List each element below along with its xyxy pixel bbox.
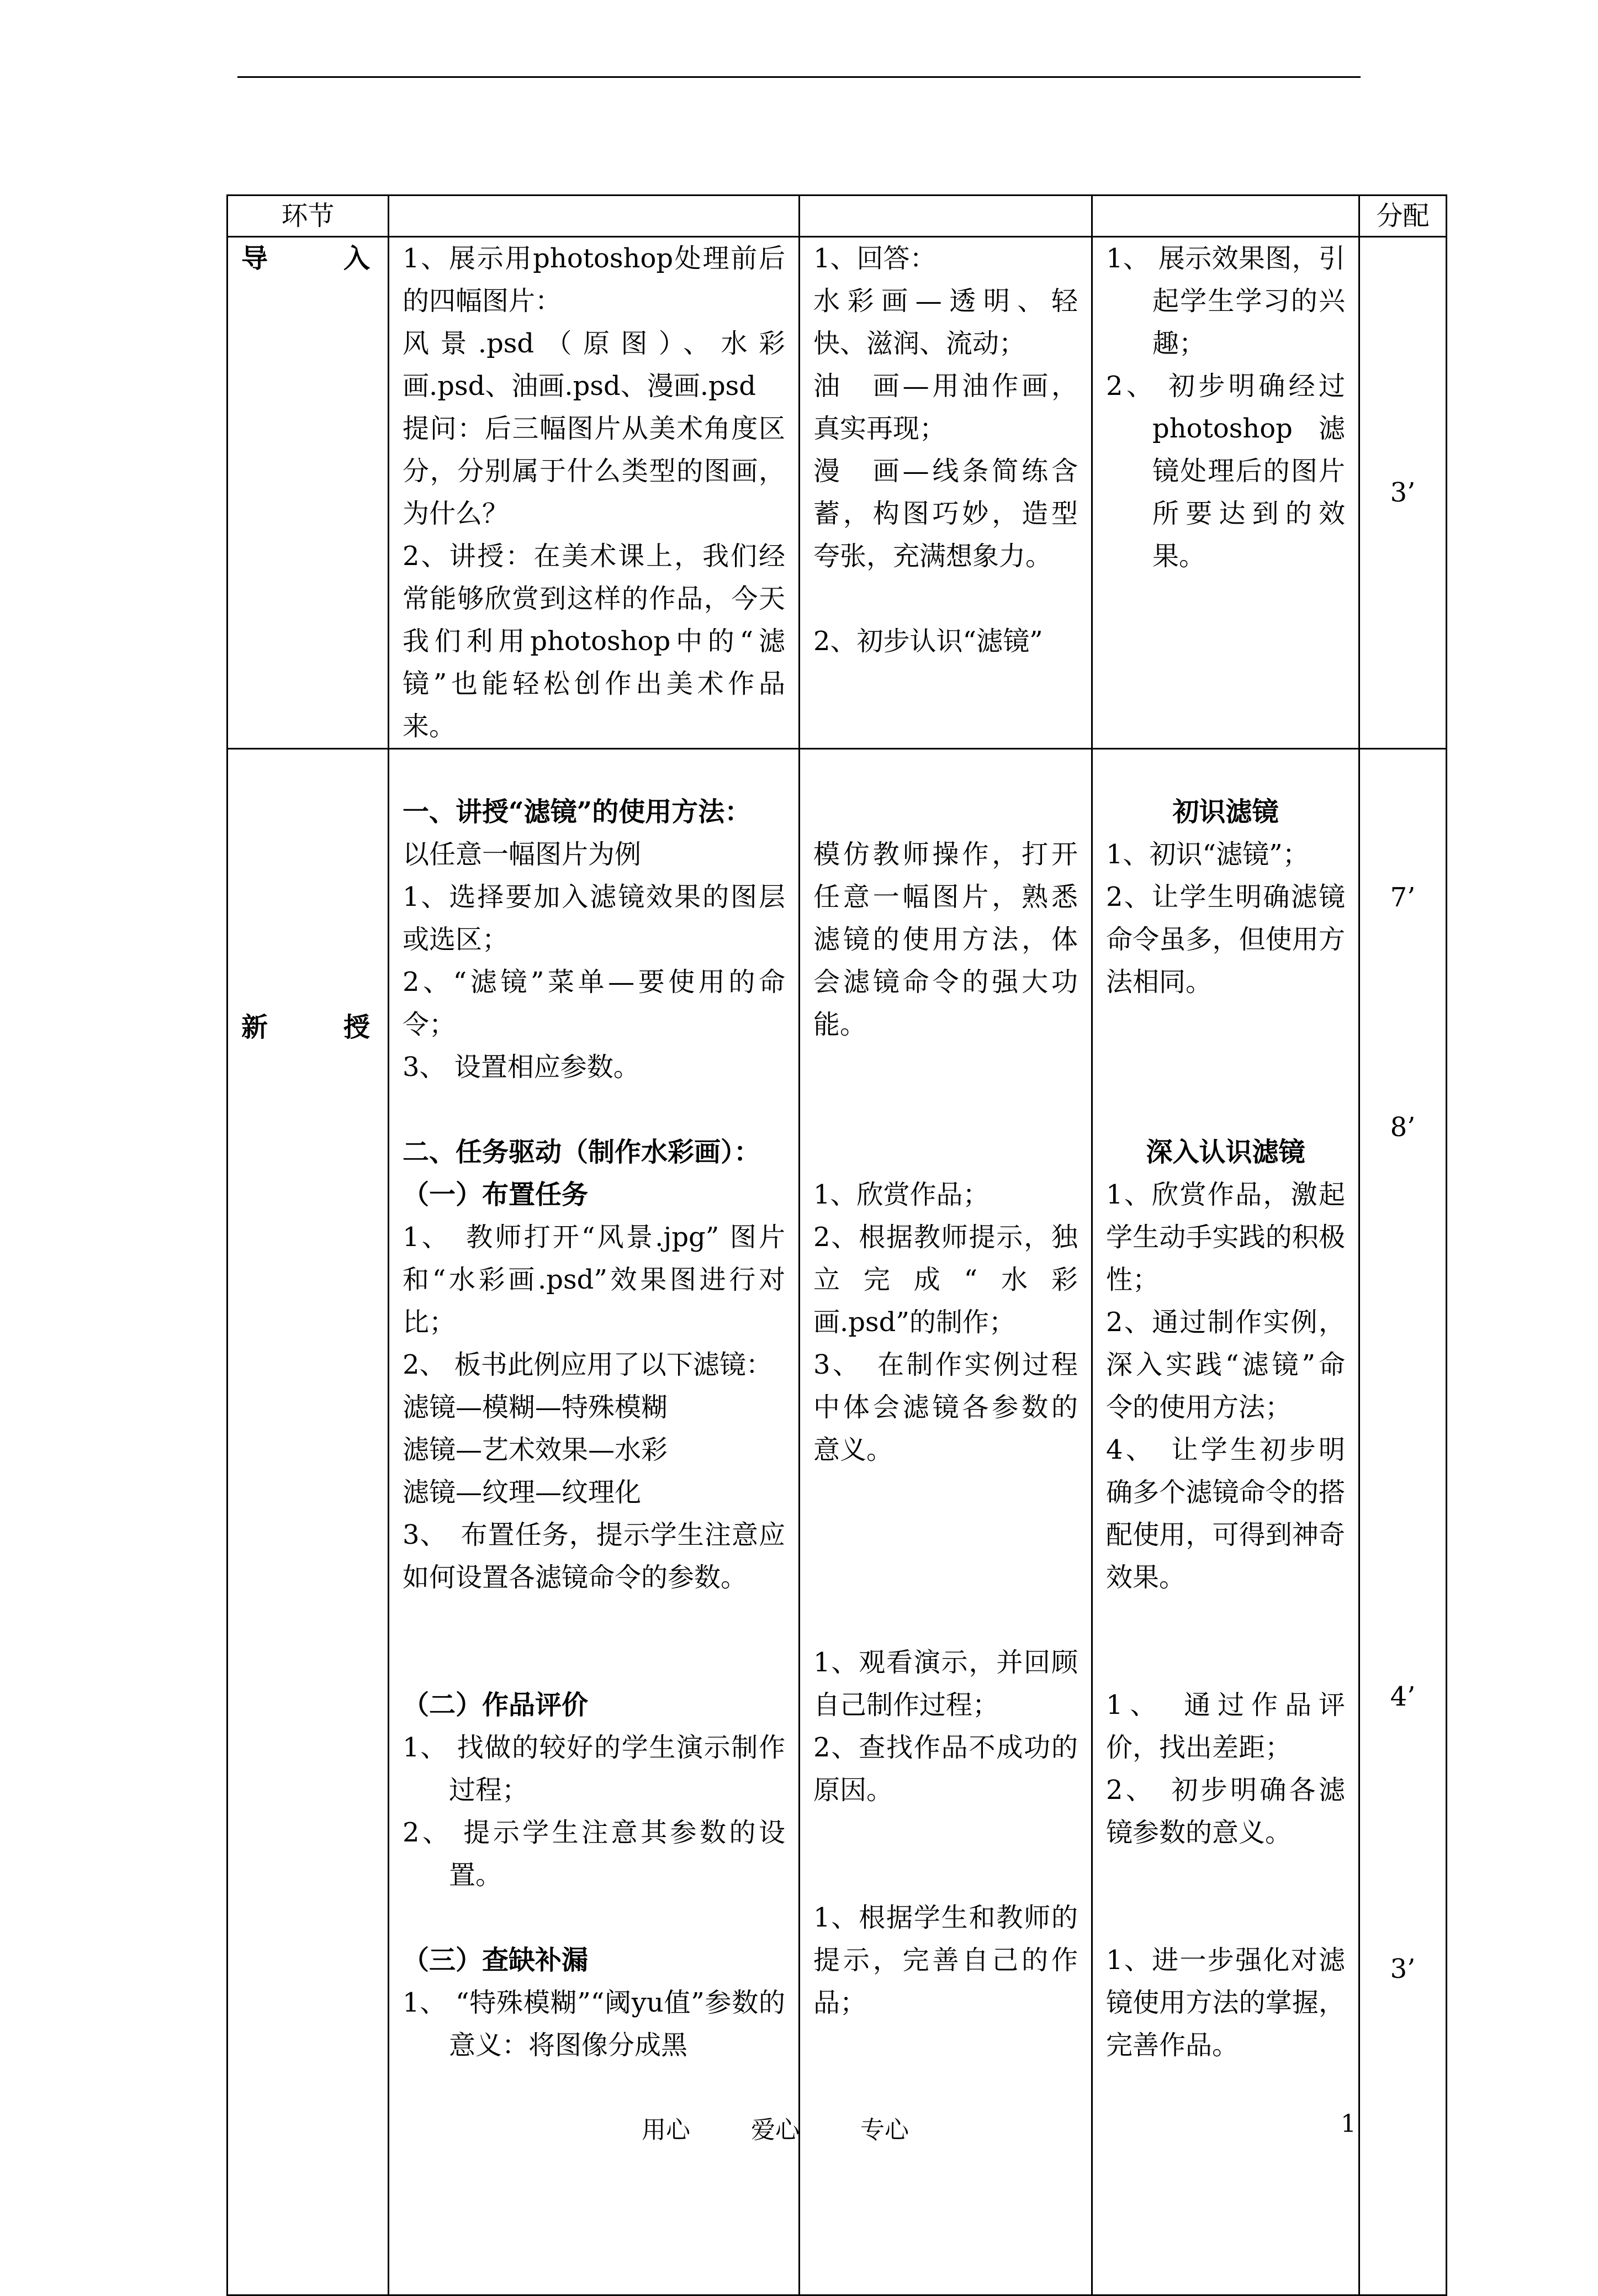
page-number: 1	[1341, 2110, 1356, 2138]
table-header-row	[227, 196, 1447, 237]
stage-newlesson: 新 授	[227, 749, 389, 2295]
time-part4: 3’	[1390, 1954, 1416, 1984]
footer-text-1: 用心	[642, 2116, 690, 2144]
header-time: 分配	[1359, 196, 1447, 237]
footer-text-2: 爱心	[751, 2116, 800, 2144]
intro-row	[227, 237, 1447, 749]
header-teacher	[389, 196, 800, 237]
time-part3: 4’	[1390, 1681, 1416, 1712]
time-part1: 7’	[1390, 882, 1416, 913]
newlesson-teacher: 一、讲授“滤镜”的使用方法： 以任意一幅图片为例 1、选择要加入滤镜效果的图层或选区； 2、“滤镜”菜单—要使用的命令； 3、 设置相应参数。 二、任务驱动（制作水彩画）： （一）布置任务 1、 教师打开“风景.jpg” 图片和“水彩画.psd”效果图进行对比； 2、 板书此例应用了以下滤镜： 滤镜—模糊—特殊模糊 滤镜—艺术效果—水彩 滤镜—纹理—纹理化 3、 布置任务，提示学生注意应如何设置各滤镜命令的参数。 （二）作品评价 1、 找做的较好的学生演示制作过程； 2、 提示学生注意其参数的设置。 （三）查缺补漏 1、 “特殊模糊”“阈yu值”参数的意义：将图像分成黑	[389, 749, 800, 2295]
header-student	[800, 196, 1092, 237]
newlesson-time	[1359, 749, 1447, 2295]
header-rule	[237, 76, 1361, 78]
lesson-plan-table	[226, 194, 1447, 2296]
newlesson-row	[227, 749, 1447, 2295]
intro-teacher: 1、展示用photoshop处理前后的四幅图片： 风景.psd（原图）、水彩画.psd、油画.psd、漫画.psd 提问：后三幅图片从美术角度区分，分别属于什么类型的图画，为什么？ 2、讲授：在美术课上，我们经常能够欣赏到这样的作品，今天我们利用photoshop中的“滤镜”也能轻松创作出美术作品来。	[389, 237, 800, 749]
header-stage: 环节	[227, 196, 389, 237]
header-intent	[1092, 196, 1359, 237]
footer-text-3: 专心	[860, 2116, 909, 2144]
newlesson-intent: 初识滤镜 1、初识“滤镜”； 2、让学生明确滤镜命令虽多，但使用方法相同。 深入认识滤镜 1、欣赏作品，激起学生动手实践的积极性； 2、通过制作实例，深入实践“滤镜”命令的使用方法； 4、 让学生初步明确多个滤镜命令的搭配使用，可得到神奇效果。 1、 通过作品评价，找出差距； 2、 初步明确各滤镜参数的意义。 1、进一步强化对滤镜使用方法的掌握，完善作品。	[1092, 749, 1359, 2295]
time-part2: 8’	[1390, 1112, 1416, 1143]
intro-intent: 1、 展示效果图，引起学生学习的兴趣； 2、 初步明确经过photoshop 滤镜处理后的图片所要达到的效果。	[1092, 237, 1359, 749]
intro-time: 3’	[1359, 237, 1447, 749]
newlesson-student: 模仿教师操作，打开任意一幅图片，熟悉滤镜的使用方法，体会滤镜命令的强大功能。 1、欣赏作品； 2、根据教师提示，独立完成“水彩画.psd”的制作； 3、 在制作实例过程中体会滤镜各参数的意义。 1、观看演示，并回顾自己制作过程； 2、查找作品不成功的原因。 1、根据学生和教师的提示，完善自己的作品；	[800, 749, 1092, 2295]
stage-intro: 导 入	[227, 237, 389, 749]
intro-student: 1、回答： 水彩画—透明、轻快、滋润、流动； 油 画—用油作画，真实再现； 漫 画—线条简练含蓄，构图巧妙，造型夸张，充满想象力。 2、初步认识“滤镜”	[800, 237, 1092, 749]
